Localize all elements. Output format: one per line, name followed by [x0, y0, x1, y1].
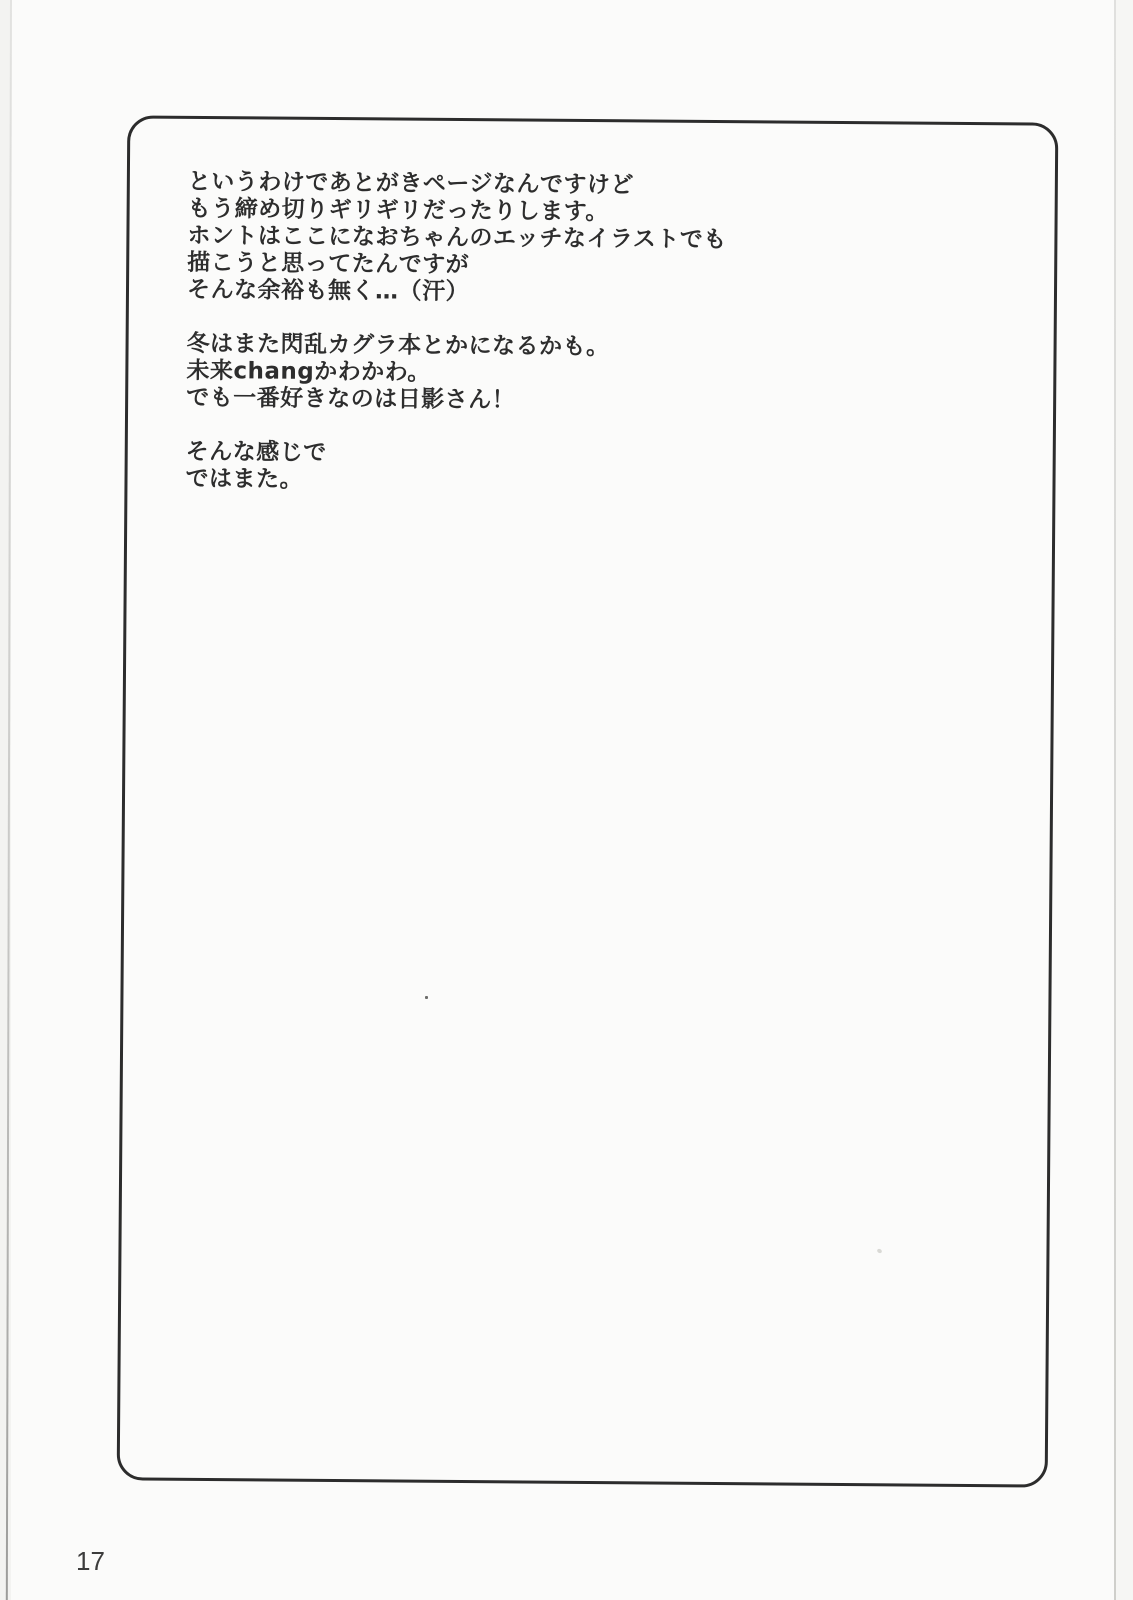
afterword-line: もう締め切りギリギリだったりします。	[187, 195, 609, 226]
afterword-line: 未来changかわかわ。	[186, 357, 431, 386]
afterword-paragraph	[186, 331, 726, 416]
scan-right-margin	[1116, 0, 1133, 1600]
afterword-frame	[117, 115, 1059, 1487]
page-number: 17	[76, 1546, 105, 1576]
afterword-line: 描こうと思ってたんですが	[187, 249, 470, 279]
paper-right-edge	[1114, 0, 1116, 1600]
afterword-line: そんな余裕も無く…（汗）	[186, 276, 470, 306]
afterword-line: でも一番好きなのは日影さん！	[186, 384, 516, 414]
afterword-line: というわけであとがきページなんですけど	[187, 168, 634, 199]
afterword-paragraph	[187, 169, 727, 308]
afterword-line: ホントはここになおちゃんのエッチなイラストでも	[187, 222, 727, 254]
afterword-line: そんな感じで	[185, 438, 327, 466]
afterword-paragraph	[185, 439, 725, 497]
afterword-line: ではまた。	[185, 465, 304, 493]
scan-speck	[425, 996, 428, 999]
afterword-line: 冬はまた閃乱カグラ本とかになるかも。	[186, 330, 610, 361]
afterword-text	[185, 169, 727, 497]
